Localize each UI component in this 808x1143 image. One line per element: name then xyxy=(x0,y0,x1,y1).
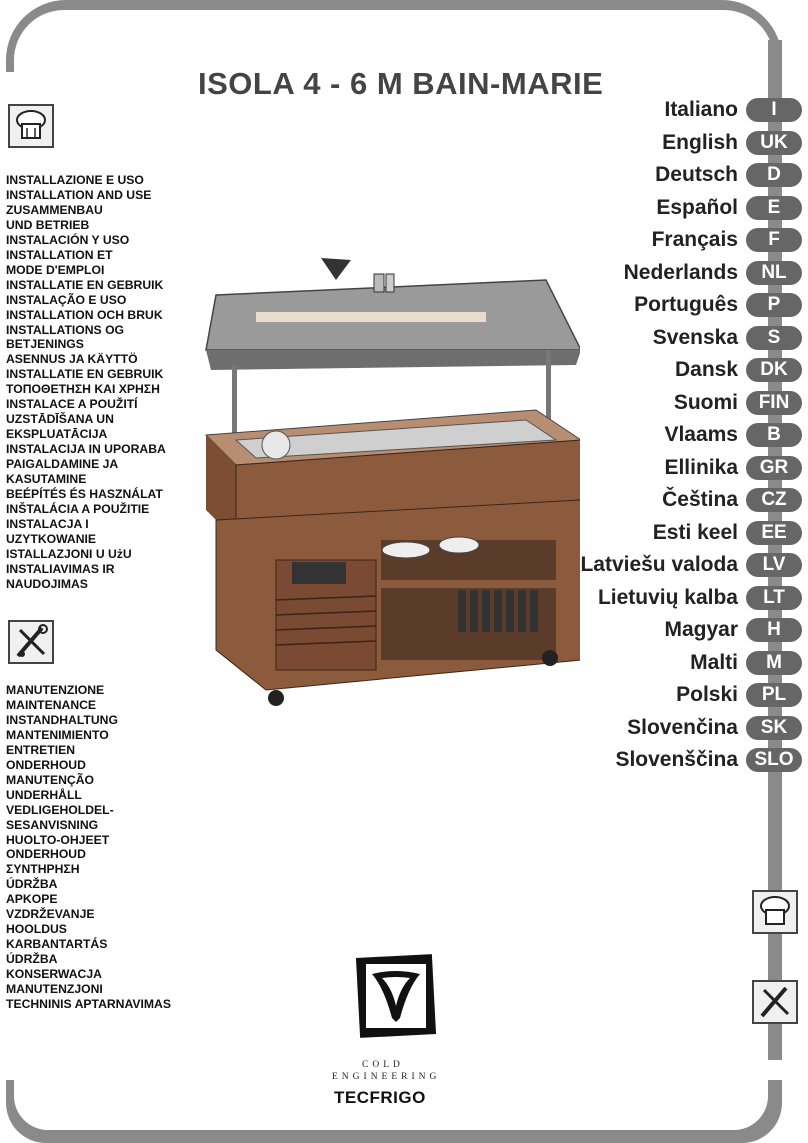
list-item: KONSERWACJA xyxy=(6,967,102,982)
language-name: Esti keel xyxy=(652,520,738,544)
list-item: ÚDRŽBA xyxy=(6,877,58,892)
list-item: VEDLIGEHOLDEL- xyxy=(6,802,114,817)
language-name: Lietuvių kalba xyxy=(597,585,738,609)
language-row-lv[interactable] xyxy=(580,551,802,579)
list-item: INSTALACJA I xyxy=(6,516,89,531)
list-item: MANUTENZIONE xyxy=(6,683,105,697)
list-item: UZSTĀDĪŠANA UN xyxy=(6,412,114,427)
list-item: KARBANTARTÁS xyxy=(6,937,108,952)
language-code-badge: F xyxy=(746,228,802,252)
chef-hat-icon xyxy=(8,104,54,148)
list-item: UZYTKOWANIE xyxy=(6,531,97,546)
language-row-e[interactable] xyxy=(656,194,802,222)
language-row-pl[interactable] xyxy=(676,681,802,709)
language-code-badge: DK xyxy=(746,358,802,382)
list-item: UNDERHÅLL xyxy=(6,787,82,802)
list-item: INSTALLAZIONE E USO xyxy=(6,173,144,187)
language-code-badge: S xyxy=(746,326,802,350)
language-name: Dansk xyxy=(674,358,738,381)
list-item: SESANVISNING xyxy=(6,817,99,832)
list-item: INSTALACIÓN Y USO xyxy=(6,232,130,247)
language-name: Magyar xyxy=(664,618,738,641)
language-name: Nederlands xyxy=(623,260,738,284)
list-item: HOOLDUS xyxy=(6,922,67,937)
language-code-badge: GR xyxy=(746,456,802,480)
list-item: ONDERHOUD xyxy=(6,757,86,772)
language-row-uk[interactable] xyxy=(662,129,802,157)
list-item: PAIGALDAMINE JA xyxy=(6,457,119,472)
brand-line1: COLD xyxy=(362,1060,404,1070)
language-name: Español xyxy=(656,195,738,219)
list-item: HUOLTO-OHJEET xyxy=(6,832,110,847)
list-item: ONDERHOUD xyxy=(6,847,86,862)
bowls xyxy=(439,537,479,553)
language-row-gr[interactable] xyxy=(664,454,802,482)
list-item: APKOPE xyxy=(6,892,58,907)
language-code-badge: M xyxy=(746,651,802,675)
list-item: ΤΟΠΟΘΕΤΗΣΗ ΚΑΙ ΧΡΗΣΗ xyxy=(6,382,160,397)
language-row-nl[interactable] xyxy=(624,259,802,287)
language-row-d[interactable] xyxy=(655,161,802,189)
language-name: Polski xyxy=(676,683,738,706)
list-item: INSTALLATION OCH BRUK xyxy=(6,307,163,322)
list-item: INSTALAÇÃO E USO xyxy=(6,292,127,307)
language-code-badge: SK xyxy=(746,716,802,740)
language-code-badge: H xyxy=(746,618,802,642)
list-item: INSTANDHALTUNG xyxy=(6,712,118,727)
language-code-badge: D xyxy=(746,163,802,187)
brand-line2: ENGINEERING xyxy=(332,1072,441,1082)
canopy-front xyxy=(206,350,580,370)
tools-icon xyxy=(752,980,798,1024)
language-name: Slovenščina xyxy=(615,748,738,771)
language-name: English xyxy=(662,130,738,154)
plates xyxy=(382,542,430,558)
language-code-badge: E xyxy=(746,196,802,220)
language-name: Slovenčina xyxy=(627,715,738,739)
brand-name: TECFRIGO xyxy=(334,1088,426,1107)
language-row-p[interactable] xyxy=(634,291,802,319)
language-name: Deutsch xyxy=(655,163,738,186)
language-row-cz[interactable] xyxy=(662,486,802,514)
list-item: BETJENINGS xyxy=(6,337,84,352)
condiment-bottle xyxy=(374,274,384,292)
list-item: MAINTENANCE xyxy=(6,697,97,712)
language-code-badge: P xyxy=(746,293,802,317)
list-item: INSTALLATIE EN GEBRUIK xyxy=(6,277,164,292)
language-code-badge: NL xyxy=(746,261,802,285)
language-code-badge: LV xyxy=(746,553,802,577)
list-item: ASENNUS JA KÄYTTÖ xyxy=(6,352,138,367)
language-name: Vlaams xyxy=(664,423,738,446)
language-code-badge: B xyxy=(746,423,802,447)
language-code-badge: PL xyxy=(746,683,802,707)
list-item: INSTALLATIE EN GEBRUIK xyxy=(6,367,164,382)
language-row-h[interactable] xyxy=(664,616,802,644)
list-item: MANUTENÇÃO xyxy=(6,772,95,787)
list-item: INSTALACIJA IN UPORABA xyxy=(6,442,166,457)
language-name: Italiano xyxy=(664,98,738,121)
language-row-b[interactable] xyxy=(664,421,802,449)
list-item: EKSPLUATĀCIJA xyxy=(6,427,108,442)
list-item: MODE D'EMPLOI xyxy=(6,262,105,277)
maintenance-list xyxy=(6,683,171,1012)
language-name: Português xyxy=(634,293,738,316)
language-code-badge: EE xyxy=(746,521,802,545)
language-name: Latviešu valoda xyxy=(580,553,738,576)
list-item: INSTALLATION AND USE xyxy=(6,187,152,202)
list-item: ÚDRŽBA xyxy=(6,952,58,967)
language-name: Suomi xyxy=(673,390,738,414)
language-row-dk[interactable] xyxy=(675,356,802,384)
language-code-badge: FIN xyxy=(746,391,802,415)
language-name: Malti xyxy=(690,650,738,674)
list-item: VZDRŽEVANJE xyxy=(6,907,95,922)
list-item: ENTRETIEN xyxy=(6,742,76,757)
canopy-light xyxy=(256,312,486,322)
page-title: ISOLA 4 - 6 M BAIN-MARIE xyxy=(198,66,604,101)
wheel xyxy=(268,690,284,706)
list-item: NAUDOJIMAS xyxy=(6,576,88,591)
post xyxy=(232,365,237,435)
condiment-holder xyxy=(321,258,351,280)
language-code-badge: I xyxy=(746,98,802,122)
list-item: ISTALLAZJONI U UżU xyxy=(6,546,132,561)
language-row-ee[interactable] xyxy=(653,519,802,547)
language-row-fin[interactable] xyxy=(674,389,802,417)
language-row-m[interactable] xyxy=(690,649,802,677)
language-row-slo[interactable] xyxy=(615,746,802,774)
list-item: INSTALIAVIMAS IR xyxy=(6,561,115,576)
language-row-lt[interactable] xyxy=(598,584,802,612)
shelf xyxy=(381,580,556,588)
language-code-badge: LT xyxy=(746,586,802,610)
language-row-i[interactable] xyxy=(664,96,802,124)
list-item: INSTALLATION ET xyxy=(6,247,113,262)
language-row-f[interactable] xyxy=(652,226,802,254)
chef-hat-icon xyxy=(752,890,798,934)
language-name: Français xyxy=(651,228,738,251)
language-code-badge: SLO xyxy=(746,748,802,772)
bain-marie-illustration xyxy=(196,240,580,710)
list-item: TECHNINIS APTARNAVIMAS xyxy=(6,997,171,1012)
list-item: KASUTAMINE xyxy=(6,472,87,487)
language-row-sk[interactable] xyxy=(627,714,802,742)
list-item: ZUSAMMENBAU xyxy=(6,202,103,217)
language-name: Čeština xyxy=(662,488,738,511)
language-name: Svenska xyxy=(652,325,738,349)
list-item: INSTALACE A POUŽITÍ xyxy=(6,397,138,412)
list-item: MANUTENZJONI xyxy=(6,982,103,997)
list-item: UND BETRIEB xyxy=(6,217,90,232)
control-panel xyxy=(292,562,346,584)
language-code-badge: CZ xyxy=(746,488,802,512)
language-row-s[interactable] xyxy=(653,324,802,352)
tecfrigo-logo-icon xyxy=(348,948,444,1044)
condiment-bottle xyxy=(386,274,394,292)
list-item: ΣΥΝΤΗΡΗΣΗ xyxy=(6,862,80,877)
language-code-badge: UK xyxy=(746,131,802,155)
bowl xyxy=(262,431,290,459)
wheel xyxy=(542,650,558,666)
list-item: MANTENIMIENTO xyxy=(6,727,109,742)
installation-list xyxy=(6,173,166,592)
language-name: Ellinika xyxy=(664,455,738,479)
list-item: INSTALLATIONS OG xyxy=(6,322,125,337)
tools-icon xyxy=(8,620,54,664)
list-item: BEÉPÍTÉS ÉS HASZNÁLAT xyxy=(6,487,163,502)
list-item: INŠTALÁCIA A POUŽITIE xyxy=(6,501,150,516)
